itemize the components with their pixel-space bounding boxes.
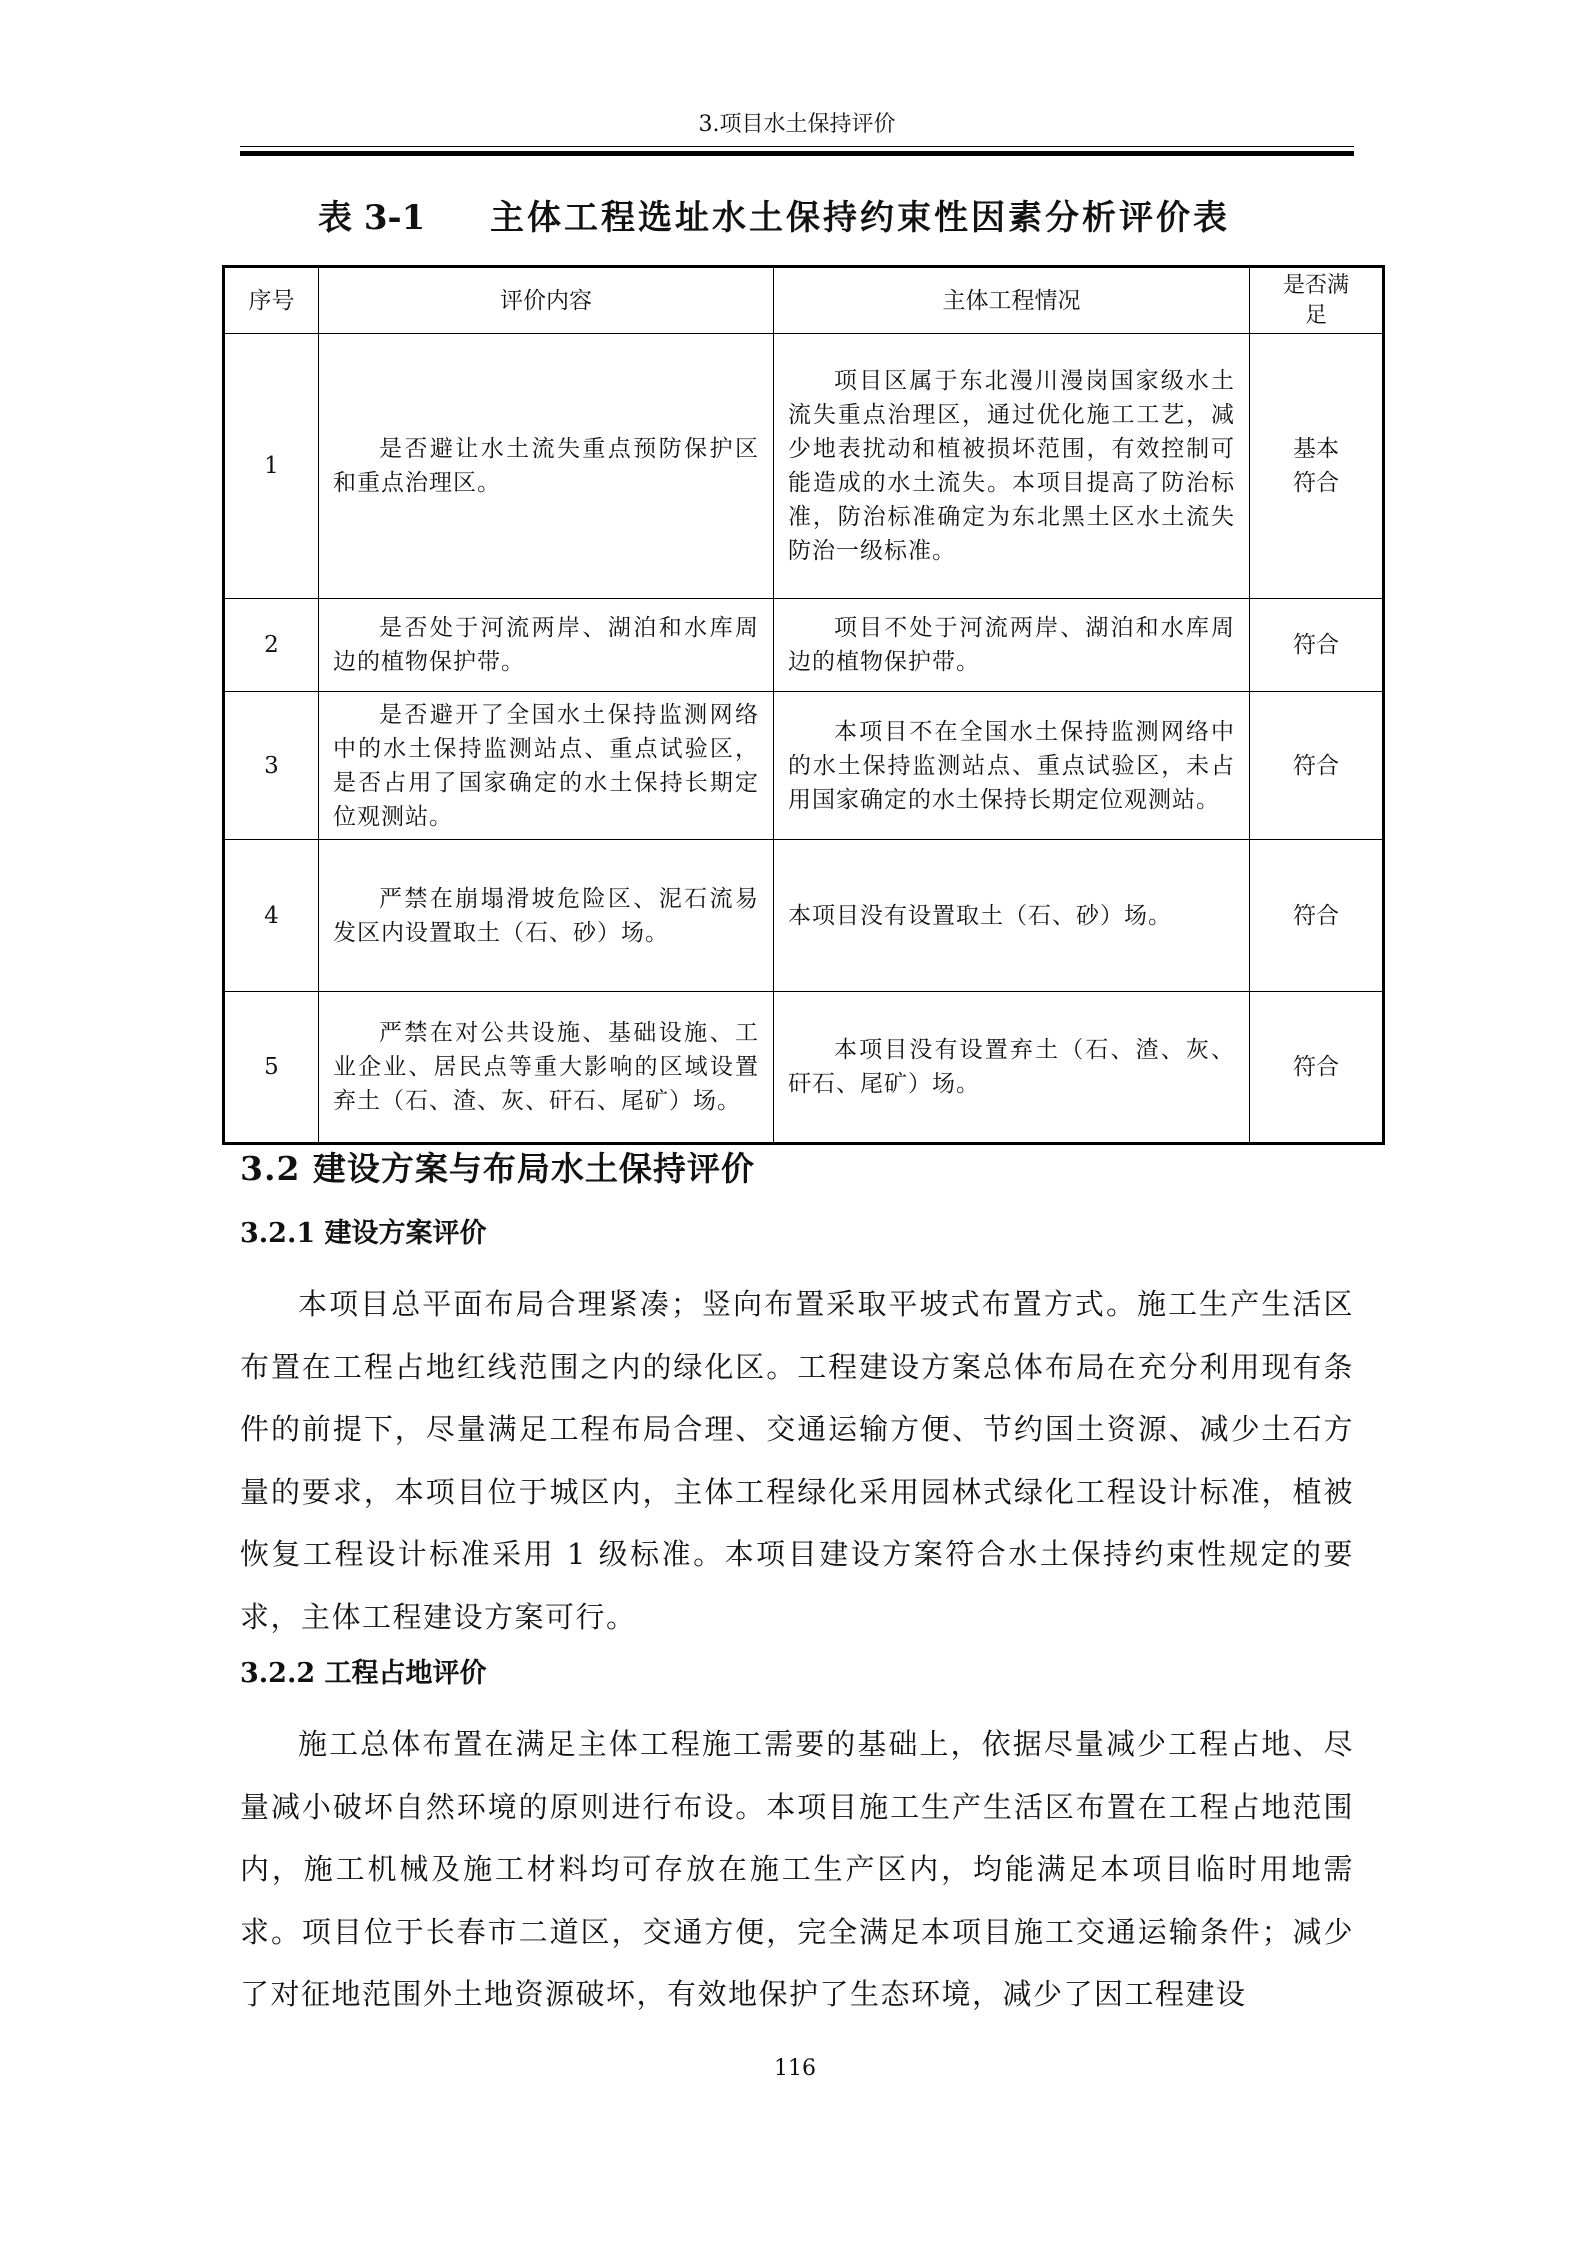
row-content: 是否处于河流两岸、湖泊和水库周边的植物保护带。: [319, 599, 774, 692]
row-number: 5: [224, 992, 319, 1144]
evaluation-table: [222, 265, 1385, 1145]
row-result: 基本符合: [1250, 334, 1384, 599]
row-number: 3: [224, 692, 319, 840]
row-situation: 本项目不在全国水土保持监测网络中的水土保持监测站点、重点试验区，未占用国家确定的水土保持长期定位观测站。: [774, 692, 1250, 840]
col-header-result: 是否满足: [1250, 267, 1384, 334]
table-row: [224, 992, 1384, 1144]
row-number: 2: [224, 599, 319, 692]
row-situation: 本项目没有设置取土（石、砂）场。: [774, 840, 1250, 992]
running-header: 3.项目水土保持评价: [698, 112, 896, 137]
table-row: [224, 692, 1384, 840]
col-header-content: 评价内容: [319, 267, 774, 334]
row-result: 符合: [1250, 692, 1384, 840]
subsection-title-land: 3.2.2 工程占地评价: [240, 1658, 487, 1689]
row-situation: 项目区属于东北漫川漫岗国家级水土流失重点治理区，通过优化施工工艺，减少地表扰动和植被损坏范围，有效控制可能造成的水土流失。本项目提高了防治标准，防治标准确定为东北黑土区水土流失防治一级标准。: [774, 334, 1250, 599]
row-situation: 本项目没有设置弃土（石、渣、灰、矸石、尾矿）场。: [774, 992, 1250, 1144]
table-row: [224, 334, 1384, 599]
row-content: 严禁在对公共设施、基础设施、工业企业、居民点等重大影响的区域设置弃土（石、渣、灰、矸石、尾矿）场。: [319, 992, 774, 1144]
row-number: 1: [224, 334, 319, 599]
row-result: 符合: [1250, 992, 1384, 1144]
header-rule: [240, 146, 1354, 147]
row-number: 4: [224, 840, 319, 992]
table-caption: [222, 188, 1372, 248]
table-row: [224, 840, 1384, 992]
subsection-title-plan: 3.2.1 建设方案评价: [240, 1218, 487, 1249]
section-title: 3.2 建设方案与布局水土保持评价: [240, 1149, 755, 1188]
col-header-no: 序号: [224, 267, 319, 334]
header-rule-thick: [240, 151, 1354, 156]
col-header-situation: 主体工程情况: [774, 267, 1250, 334]
table-caption-title: 主体工程选址水土保持约束性因素分析评价表: [490, 198, 1230, 238]
page-number: 116: [774, 2056, 816, 2081]
paragraph-plan-evaluation: 本项目总平面布局合理紧凑；竖向布置采取平坡式布置方式。施工生产生活区布置在工程占地红线范围之内的绿化区。工程建设方案总体布局在充分利用现有条件的前提下，尽量满足工程布局合理、交通运输方便、节约国土资源、减少土石方量的要求，本项目位于城区内，主体工程绿化采用园林式绿化工程设计标准，植被恢复工程设计标准采用 1 级标准。本项目建设方案符合水土保持约束性规定的要求，主体工程建设方案可行。: [240, 1287, 1354, 1634]
row-result: 符合: [1250, 840, 1384, 992]
row-situation: 项目不处于河流两岸、湖泊和水库周边的植物保护带。: [774, 599, 1250, 692]
table-caption-label: 表 3-1: [318, 198, 426, 238]
row-content: 是否避开了全国水土保持监测网络中的水土保持监测站点、重点试验区，是否占用了国家确定的水土保持长期定位观测站。: [319, 692, 774, 840]
paragraph-land-evaluation: 施工总体布置在满足主体工程施工需要的基础上，依据尽量减少工程占地、尽量减小破坏自然环境的原则进行布设。本项目施工生产生活区布置在工程占地范围内，施工机械及施工材料均可存放在施工生产区内，均能满足本项目临时用地需求。项目位于长春市二道区，交通方便，完全满足本项目施工交通运输条件；减少了对征地范围外土地资源破坏，有效地保护了生态环境，减少了因工程建设: [240, 1727, 1354, 2011]
row-content: 严禁在崩塌滑坡危险区、泥石流易发区内设置取土（石、砂）场。: [319, 840, 774, 992]
row-result: 符合: [1250, 599, 1384, 692]
table-row: [224, 599, 1384, 692]
row-content: 是否避让水土流失重点预防保护区和重点治理区。: [319, 334, 774, 599]
table-header-row: [224, 267, 1384, 334]
